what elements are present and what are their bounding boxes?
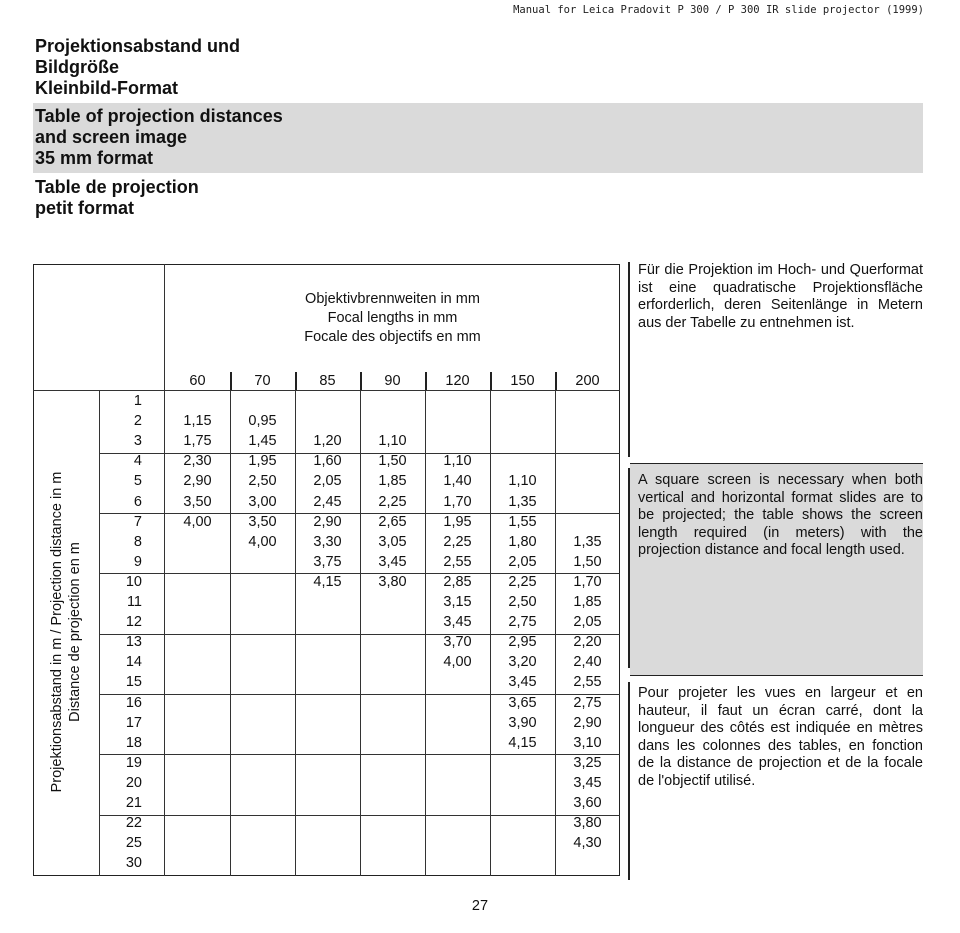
screen-size-cell: 2,55 bbox=[443, 553, 472, 570]
screen-size-cell: 4,00 bbox=[183, 513, 212, 530]
distance-cell: 3 bbox=[133, 433, 142, 450]
distance-cell: 5 bbox=[133, 473, 142, 490]
screen-size-cell: 2,30 bbox=[183, 453, 212, 470]
focal-column-header: 150 bbox=[510, 373, 535, 389]
title-line: Table of projection distances bbox=[35, 106, 283, 126]
distance-axis-label-text bbox=[48, 472, 84, 793]
screen-size-cell: 0,95 bbox=[248, 413, 277, 430]
distance-cell: 20 bbox=[125, 774, 142, 791]
screen-size-cell: 2,40 bbox=[573, 654, 602, 671]
screen-size-cell: 3,60 bbox=[573, 795, 602, 811]
screen-size-cell: 1,95 bbox=[443, 513, 472, 530]
screen-size-cell: 2,75 bbox=[508, 614, 537, 631]
screen-size-cell: 3,15 bbox=[443, 594, 472, 610]
screen-size-cell: 2,90 bbox=[183, 473, 212, 490]
distance-cell: 4 bbox=[133, 453, 142, 470]
focal-heading-line: Focale des objectifs en mm bbox=[304, 329, 481, 345]
title-french bbox=[35, 177, 199, 219]
distance-cell: 17 bbox=[125, 714, 142, 731]
screen-size-cell: 3,00 bbox=[248, 493, 277, 510]
distance-cell: 2 bbox=[133, 413, 142, 430]
column-tick bbox=[490, 372, 492, 390]
screen-size-cell: 3,30 bbox=[313, 533, 342, 550]
page-number: 27 bbox=[471, 898, 489, 914]
screen-size-cell: 2,05 bbox=[508, 553, 537, 570]
screen-size-cell: 4,00 bbox=[248, 533, 277, 550]
screen-size-cell: 2,50 bbox=[508, 594, 537, 610]
screen-size-cell: 1,85 bbox=[378, 473, 407, 490]
screen-size-cell: 1,55 bbox=[508, 513, 537, 530]
screen-size-cell: 1,95 bbox=[248, 453, 277, 470]
note-french: Pour projeter les vues en largeur et en hauteur, il faut un écran carré, dont la longueur des côtés est indiquée en mètres dans les colonnes des tables, en fonction de la distance de projection et de la focale de l'objectif utilisé. bbox=[638, 685, 923, 789]
distance-label-line: Distance de projection en m bbox=[67, 542, 83, 722]
screen-size-cell: 2,90 bbox=[313, 513, 342, 530]
screen-size-cell: 1,80 bbox=[508, 533, 537, 550]
side-rule bbox=[630, 463, 923, 464]
distance-cell: 7 bbox=[133, 513, 142, 530]
screen-size-cell: 3,45 bbox=[378, 553, 407, 570]
screen-size-cell: 1,20 bbox=[313, 433, 342, 450]
side-vertical-rule bbox=[628, 682, 630, 880]
screen-size-cell: 1,10 bbox=[508, 473, 537, 490]
focal-heading-line: Objektivbrennweiten in mm bbox=[305, 291, 480, 307]
screen-size-cell: 3,75 bbox=[313, 553, 342, 570]
distance-cell: 14 bbox=[125, 654, 142, 671]
screen-size-cell: 3,25 bbox=[573, 754, 602, 771]
screen-size-cell: 3,80 bbox=[378, 573, 407, 590]
distance-cell: 1 bbox=[133, 393, 142, 409]
screen-size-cell: 2,20 bbox=[573, 634, 602, 651]
note-german: Für die Projektion im Hoch- und Querformat ist eine quadratische Projektionsfläche erforderlich, deren Seitenlänge in Metern aus der Tabelle zu entnehmen ist. bbox=[638, 262, 923, 331]
distance-cell: 18 bbox=[125, 734, 142, 751]
screen-size-cell: 2,55 bbox=[573, 674, 602, 691]
screen-size-cell: 3,45 bbox=[443, 614, 472, 631]
distance-cell: 13 bbox=[125, 634, 142, 651]
distance-cell: 21 bbox=[125, 795, 142, 811]
distance-cell: 16 bbox=[125, 694, 142, 711]
screen-size-cell: 3,05 bbox=[378, 533, 407, 550]
screen-size-cell: 2,95 bbox=[508, 634, 537, 651]
screen-size-cell: 3,70 bbox=[443, 634, 472, 651]
screen-size-cell: 3,65 bbox=[508, 694, 537, 711]
side-vertical-rule bbox=[628, 468, 630, 668]
screen-size-cell: 1,70 bbox=[443, 493, 472, 510]
distance-cell: 22 bbox=[125, 815, 142, 832]
distance-cell: 10 bbox=[125, 573, 142, 590]
screen-size-cell: 1,50 bbox=[378, 453, 407, 470]
screen-size-cell: 1,75 bbox=[183, 433, 212, 450]
row-group-rule bbox=[100, 754, 620, 755]
screen-size-cell: 2,05 bbox=[573, 614, 602, 631]
column-tick bbox=[555, 372, 557, 390]
distance-cell: 11 bbox=[126, 594, 142, 610]
title-german bbox=[35, 36, 240, 99]
screen-size-cell: 4,15 bbox=[508, 734, 537, 751]
distance-cell: 12 bbox=[125, 614, 142, 631]
column-tick bbox=[230, 372, 232, 390]
screen-size-cell: 1,10 bbox=[378, 433, 407, 450]
focal-column-header: 90 bbox=[384, 373, 401, 389]
focal-column-header: 85 bbox=[319, 373, 336, 389]
screen-size-cell: 3,50 bbox=[248, 513, 277, 530]
focal-column-header: 120 bbox=[445, 373, 470, 389]
screen-size-cell: 1,50 bbox=[573, 553, 602, 570]
distance-label-line: Projektionsabstand in m / Projection distance in m bbox=[49, 471, 65, 793]
side-vertical-rule bbox=[628, 262, 630, 457]
title-line: Bildgröße bbox=[35, 57, 119, 77]
distance-cell: 30 bbox=[125, 855, 142, 872]
row-group-rule bbox=[100, 815, 620, 816]
screen-size-cell: 2,50 bbox=[248, 473, 277, 490]
screen-size-cell: 2,90 bbox=[573, 714, 602, 731]
distance-cell: 9 bbox=[133, 553, 142, 570]
table-divider-vertical bbox=[164, 264, 165, 876]
screen-size-cell: 2,65 bbox=[378, 513, 407, 530]
screen-size-cell: 3,90 bbox=[508, 714, 537, 731]
column-tick bbox=[295, 372, 297, 390]
title-line: Table de projection bbox=[35, 177, 199, 197]
distance-cell: 15 bbox=[125, 674, 142, 691]
screen-size-cell: 1,15 bbox=[183, 413, 212, 430]
screen-size-cell: 3,45 bbox=[573, 774, 602, 791]
column-tick bbox=[425, 372, 427, 390]
screen-size-cell: 1,60 bbox=[313, 453, 342, 470]
title-line: 35 mm format bbox=[35, 148, 154, 168]
note-english: A square screen is necessary when both vertical and horizontal format slides are to be projected; the table shows the screen length required (in meters) with the projection distance and focal length used. bbox=[638, 472, 923, 558]
screen-size-cell: 2,75 bbox=[573, 694, 602, 711]
title-line: petit format bbox=[35, 198, 134, 218]
screen-size-cell: 1,70 bbox=[573, 573, 602, 590]
title-line: and screen image bbox=[35, 127, 188, 147]
title-english bbox=[35, 106, 283, 169]
focal-column-header: 60 bbox=[189, 373, 206, 389]
focal-column-header: 200 bbox=[575, 373, 600, 389]
screen-size-cell: 2,85 bbox=[443, 573, 472, 590]
document-header-note: Manual for Leica Pradovit P 300 / P 300 IR slide projector (1999) bbox=[513, 4, 924, 16]
screen-size-cell: 3,80 bbox=[573, 815, 602, 832]
screen-size-cell: 2,25 bbox=[508, 573, 537, 590]
distance-cell: 19 bbox=[125, 754, 142, 771]
screen-size-cell: 1,35 bbox=[508, 493, 537, 510]
screen-size-cell: 3,20 bbox=[508, 654, 537, 671]
focal-length-heading bbox=[165, 290, 620, 347]
screen-size-cell: 2,25 bbox=[443, 533, 472, 550]
screen-size-cell: 3,10 bbox=[573, 734, 602, 751]
screen-size-cell: 1,45 bbox=[248, 433, 277, 450]
screen-size-cell: 3,50 bbox=[183, 493, 212, 510]
distance-cell: 25 bbox=[125, 835, 142, 852]
title-line: Projektionsabstand und bbox=[35, 36, 241, 56]
column-tick bbox=[360, 372, 362, 390]
table-header-rule bbox=[33, 390, 620, 391]
focal-column-header: 70 bbox=[254, 373, 271, 389]
screen-size-cell: 1,40 bbox=[443, 473, 472, 490]
distance-cell: 8 bbox=[133, 533, 142, 550]
screen-size-cell: 4,00 bbox=[443, 654, 472, 671]
screen-size-cell: 1,35 bbox=[573, 533, 602, 550]
screen-size-cell: 4,30 bbox=[573, 835, 602, 852]
title-line: Kleinbild-Format bbox=[35, 78, 178, 98]
screen-size-cell: 4,15 bbox=[313, 573, 342, 590]
screen-size-cell: 2,45 bbox=[313, 493, 342, 510]
distance-cell: 6 bbox=[133, 493, 142, 510]
focal-heading-line: Focal lengths in mm bbox=[327, 310, 458, 326]
screen-size-cell: 3,45 bbox=[508, 674, 537, 691]
screen-size-cell: 2,05 bbox=[313, 473, 342, 490]
screen-size-cell: 1,10 bbox=[443, 453, 472, 470]
screen-size-cell: 2,25 bbox=[378, 493, 407, 510]
screen-size-cell: 1,85 bbox=[573, 594, 602, 610]
side-rule bbox=[630, 675, 923, 676]
